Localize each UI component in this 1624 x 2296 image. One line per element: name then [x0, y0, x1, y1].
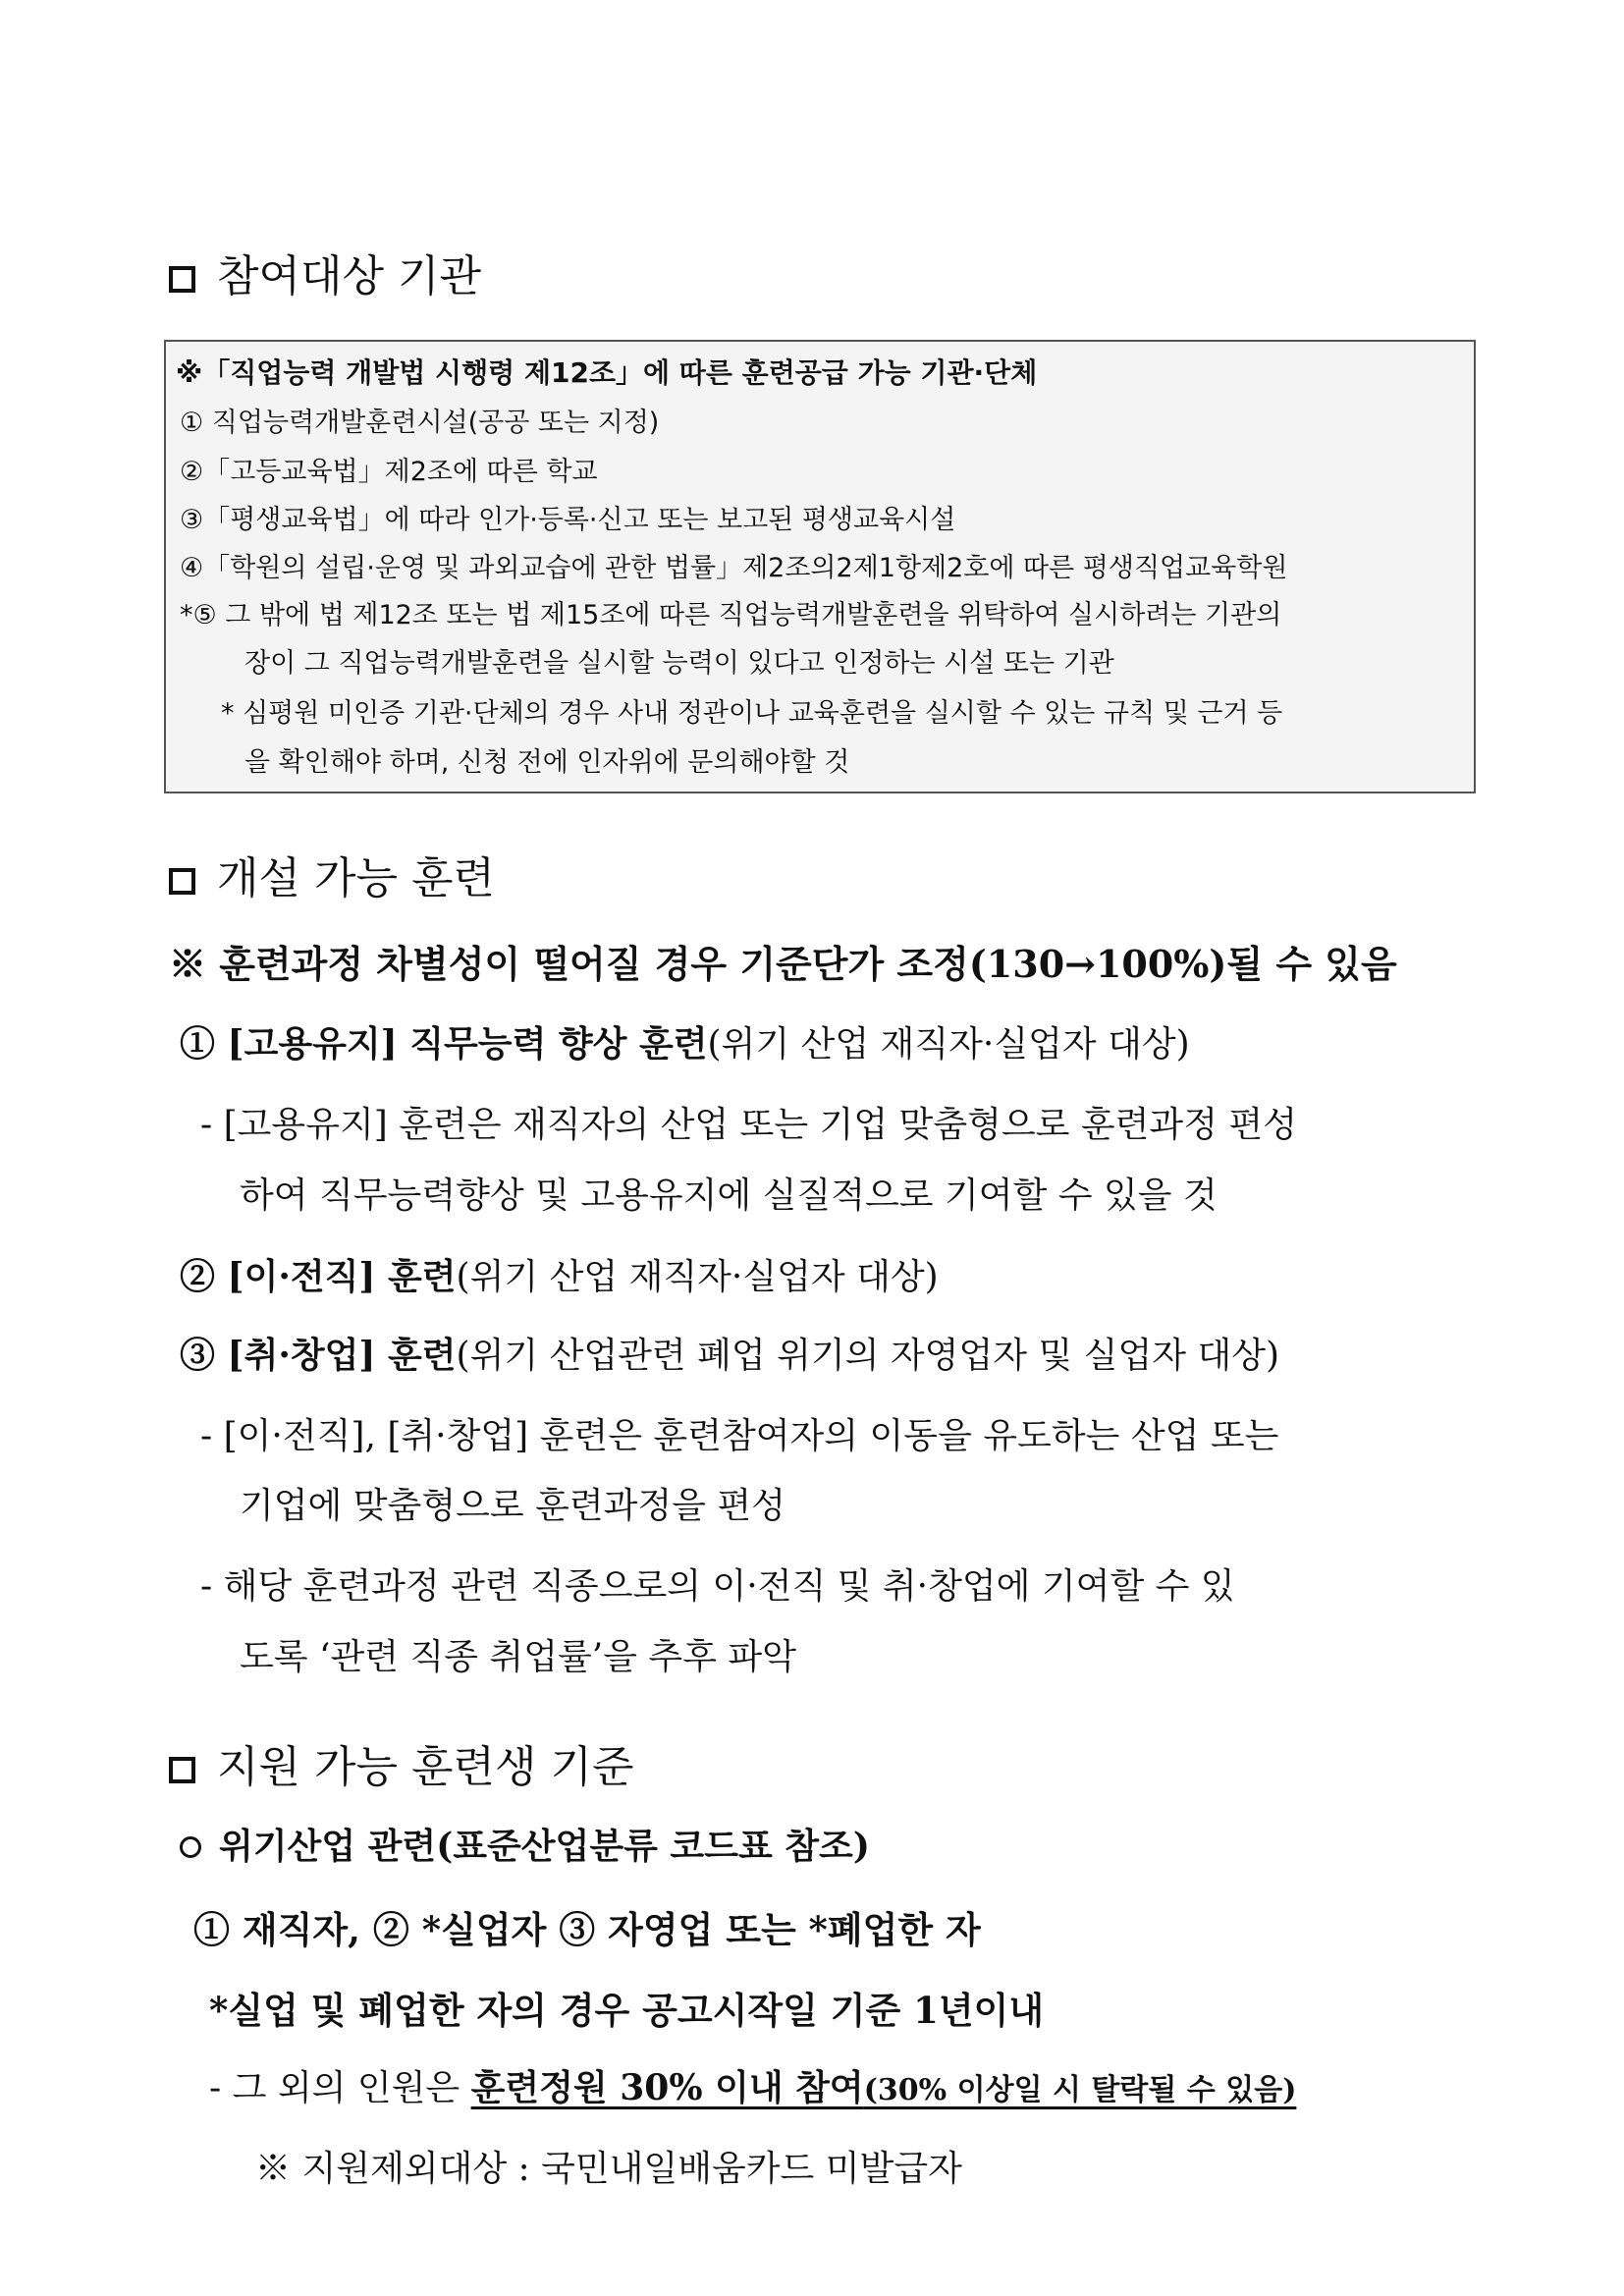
crisis-industry-heading [180, 1819, 870, 1869]
training-type-label: ② [이·전직] 훈련 [180, 1256, 457, 1297]
heading-text: 지원 가능 훈련생 기준 [217, 1742, 634, 1792]
box-item-continued: 장이 그 직업능력개발훈련을 실시할 능력이 있다고 인정하는 시설 또는 기관 [244, 648, 1114, 679]
unemployed-criteria: *실업 및 폐업한 자의 경우 공고시작일 기준 1년이내 [209, 1989, 1045, 2032]
box-note-continued: 을 확인해야 하며, 신청 전에 인자위에 문의해야할 것 [244, 747, 850, 778]
training-type-2 [180, 1249, 939, 1299]
training-type-2-3-desc: - [이·전직], [취·창업] 훈련은 훈련참여자의 이동을 유도하는 산업 또는 [200, 1416, 1279, 1456]
rule-limit-text: 훈련정원 30% 이내 참여 [470, 2067, 864, 2108]
rule-prefix: - 그 외의 인원은 [209, 2068, 471, 2108]
section-heading-trainees [169, 1731, 634, 1794]
training-type-1-desc: - [고용유지] 훈련은 재직자의 산업 또는 기업 맞춤형으로 훈련과정 편성 [200, 1105, 1297, 1145]
box-item: ③「평생교육법」에 따라 인가·등록·신고 또는 보고된 평생교육시설 [180, 505, 956, 535]
circle-bullet-icon [180, 1836, 201, 1858]
training-type-1-desc-continued: 하여 직무능력향상 및 고용유지에 실질적으로 기여할 수 있을 것 [240, 1175, 1218, 1216]
section-heading-institutions [169, 241, 481, 303]
box-item: ②「고등교육법」제2조에 따른 학교 [180, 457, 598, 487]
price-adjust-notice: ※ 훈련과정 차별성이 떨어질 경우 기준단가 조정(130→100%)될 수 있음 [169, 942, 1397, 986]
heading-text: 참여대상 기관 [217, 251, 482, 301]
training-type-label: ③ [취·창업] 훈련 [180, 1335, 457, 1376]
checkbox-square-icon [169, 266, 195, 293]
training-type-3 [180, 1328, 1279, 1378]
employment-rate-desc: - 해당 훈련과정 관련 직종으로의 이·전직 및 취·창업에 기여할 수 있 [200, 1566, 1235, 1607]
training-type-target: (위기 산업 재직자·실업자 대상) [456, 1257, 939, 1297]
training-type-2-3-desc-continued: 기업에 맞춤형으로 훈련과정을 편성 [240, 1486, 785, 1526]
rule-limit-note: (30% 이상일 시 탈락될 수 있음) [863, 2073, 1297, 2107]
subheading-text: 위기산업 관련(표준산업분류 코드표 참조) [219, 1826, 870, 1867]
employment-rate-desc-continued: 도록 ‘관련 직종 취업률’을 추후 파악 [240, 1637, 796, 1677]
institution-info-box [164, 340, 1476, 793]
box-item: ① 직업능력개발훈련시설(공공 또는 지정) [180, 408, 660, 438]
rule-limit [471, 2067, 1297, 2108]
checkbox-square-icon [169, 868, 195, 895]
training-type-1 [180, 1016, 1190, 1066]
other-participants-rule [209, 2060, 1296, 2110]
training-type-target: (위기 산업 재직자·실업자 대상) [707, 1024, 1190, 1065]
box-note: * 심평원 미인증 기관·단체의 경우 사내 정관이나 교육훈련을 실시할 수 있는 규칙 및 근거 등 [221, 698, 1283, 729]
training-type-target: (위기 산업관련 폐업 위기의 자영업자 및 실업자 대상) [456, 1336, 1280, 1376]
section-heading-trainings [169, 843, 495, 905]
box-item: *⑤ 그 밖에 법 제12조 또는 법 제15조에 따른 직업능력개발훈련을 위탁하여 실시하려는 기관의 [180, 600, 1282, 630]
box-title: ※「직업능력 개발법 시행령 제12조」에 따른 훈련공급 가능 기관·단체 [176, 356, 1038, 389]
eligible-trainees: ① 재직자, ② *실업자 ③ 자영업 또는 *폐업한 자 [193, 1908, 981, 1951]
training-type-label: ① [고용유지] 직무능력 향상 훈련 [180, 1023, 708, 1065]
heading-text: 개설 가능 훈련 [217, 853, 495, 903]
exclusion-note: ※ 지원제외대상 : 국민내일배움카드 미발급자 [255, 2149, 962, 2189]
box-item: ④「학원의 설립·운영 및 과외교습에 관한 법률」제2조의2제1항제2호에 따른 평생직업교육학원 [180, 553, 1288, 583]
checkbox-square-icon [169, 1757, 195, 1783]
